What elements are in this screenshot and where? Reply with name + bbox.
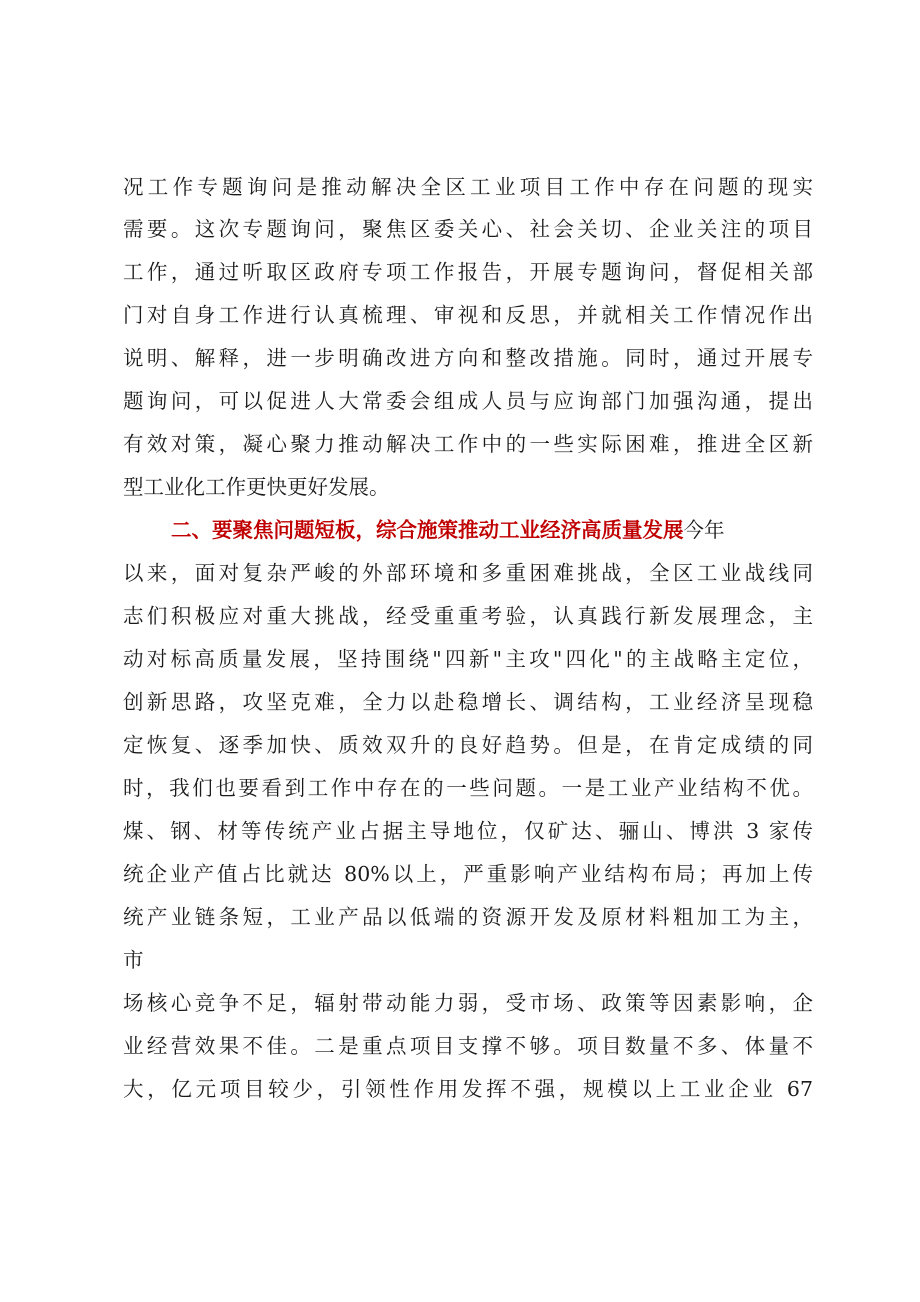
paragraph-line: 有效对策，凝心聚力推动解决工作中的一些实际困难，推进全区新 <box>123 432 813 456</box>
paragraph-line: 统企业产值占比就达 80%以上，严重影响产业结构布局；再加上传 <box>123 862 813 886</box>
paragraph-line: 型工业化工作更快更好发展。 <box>123 475 390 499</box>
paragraph-line: 场核心竞争不足，辐射带动能力弱，受市场、政策等因素影响，企 <box>123 991 813 1015</box>
paragraph-line: 门对自身工作进行认真梳理、审视和反思，并就相关工作情况作出 <box>123 303 813 327</box>
paragraph-line: 以来，面对复杂严峻的外部环境和多重困难挑战，全区工业战线同 <box>123 561 813 585</box>
paragraph-line: 动对标高质量发展，坚持围绕"四新"主攻"四化"的主战略主定位， <box>123 647 813 671</box>
paragraph-line: 煤、钢、材等传统产业占据主导地位，仅矿达、骊山、博洪 3 家传 <box>123 819 813 843</box>
paragraph-line: 创新思路，攻坚克难，全力以赴稳增长、调结构，工业经济呈现稳 <box>123 690 813 714</box>
paragraph-line: 市 <box>123 948 144 972</box>
paragraph-line: 时，我们也要看到工作中存在的一些问题。一是工业产业结构不优。 <box>123 776 813 800</box>
section-heading: 二、要聚焦问题短板，综合施策推动工业经济高质量发展 <box>171 518 684 542</box>
paragraph-line: 工作，通过听取区政府专项工作报告，开展专题询问，督促相关部 <box>123 260 813 284</box>
paragraph-line: 需要。这次专题询问，聚焦区委关心、社会关切、企业关注的项目 <box>123 217 813 241</box>
heading-tail-text: 今年 <box>683 518 725 542</box>
paragraph-line: 说明、解释，进一步明确改进方向和整改措施。同时，通过开展专 <box>123 346 813 370</box>
section-heading-line <box>171 515 725 545</box>
paragraph-line: 业经营效果不佳。二是重点项目支撑不够。项目数量不多、体量不 <box>123 1034 813 1058</box>
paragraph-line: 统产业链条短，工业产品以低端的资源开发及原材料粗加工为主， <box>123 905 813 929</box>
paragraph-line: 题询问，可以促进人大常委会组成人员与应询部门加强沟通，提出 <box>123 389 813 413</box>
paragraph-line: 大，亿元项目较少，引领性作用发挥不强，规模以上工业企业 67 <box>123 1077 813 1101</box>
paragraph-line: 志们积极应对重大挑战，经受重重考验，认真践行新发展理念，主 <box>123 604 813 628</box>
paragraph-line: 况工作专题询问是推动解决全区工业项目工作中存在问题的现实 <box>123 175 813 199</box>
paragraph-line: 定恢复、逐季加快、质效双升的良好趋势。但是，在肯定成绩的同 <box>123 733 813 757</box>
